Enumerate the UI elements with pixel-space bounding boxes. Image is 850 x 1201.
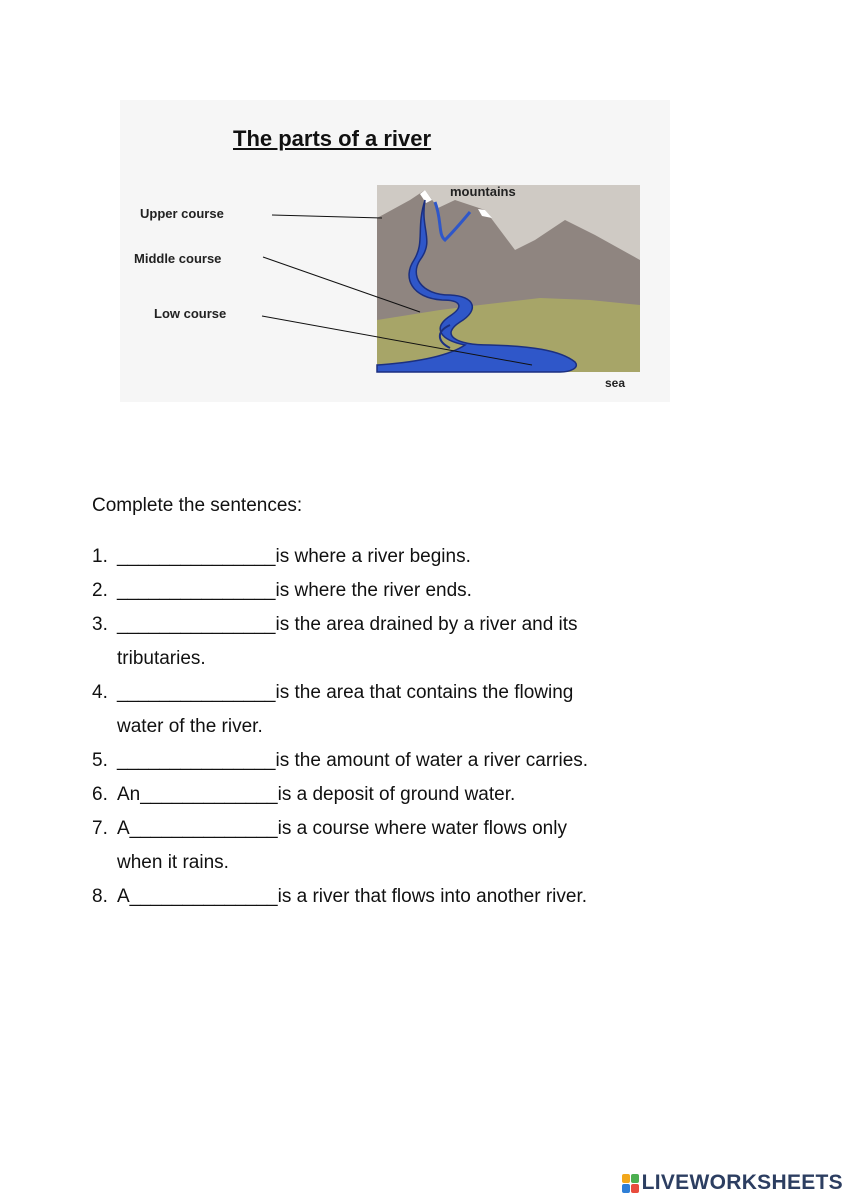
question-item [92,540,792,574]
question-item [92,676,792,744]
question-number: 4. [92,682,108,703]
river-diagram [120,100,670,402]
logo-block-1 [622,1174,630,1183]
logo-block-3 [622,1184,630,1193]
question-number: 3. [92,614,108,635]
question-item [92,744,792,778]
logo-block-4 [631,1184,639,1193]
question-number: 1. [92,546,108,567]
brand-name: LIVEWORKSHEETS [641,1171,843,1194]
question-text-continued: when it rains. [117,852,229,873]
question-number: 2. [92,580,108,601]
question-text: _______________is the amount of water a river carries. [117,750,589,771]
question-item [92,574,792,608]
label-sea: sea [605,376,626,390]
question-number: 8. [92,886,108,907]
label-mountains: mountains [450,184,516,199]
question-number: 5. [92,750,108,771]
question-text: _______________is where a river begins. [117,546,471,567]
label-low-course: Low course [154,306,227,321]
label-middle-course: Middle course [134,251,222,266]
question-text: _______________is where the river ends. [117,580,472,601]
question-text: _______________is the area drained by a river and its [117,614,578,635]
question-text: _______________is the area that contains the flowing [117,682,574,703]
liveworksheets-logo-icon [622,1174,639,1193]
question-item [92,608,792,676]
question-text-continued: tributaries. [117,648,206,669]
question-item [92,880,792,914]
question-number: 6. [92,784,108,805]
liveworksheets-brand[interactable] [622,1171,843,1195]
question-number: 7. [92,818,108,839]
question-text: A______________is a river that flows into another river. [117,886,588,907]
question-item [92,778,792,812]
question-item [92,812,792,880]
question-text: A______________is a course where water flows only [117,818,567,839]
question-text: An_____________is a deposit of ground water. [117,784,516,805]
diagram-title: The parts of a river [233,126,432,151]
instructions: Complete the sentences: [92,495,303,516]
question-list [92,540,792,914]
logo-block-2 [631,1174,639,1183]
label-upper-course: Upper course [140,206,224,221]
upper-course-line [272,215,382,218]
question-text-continued: water of the river. [117,716,263,737]
